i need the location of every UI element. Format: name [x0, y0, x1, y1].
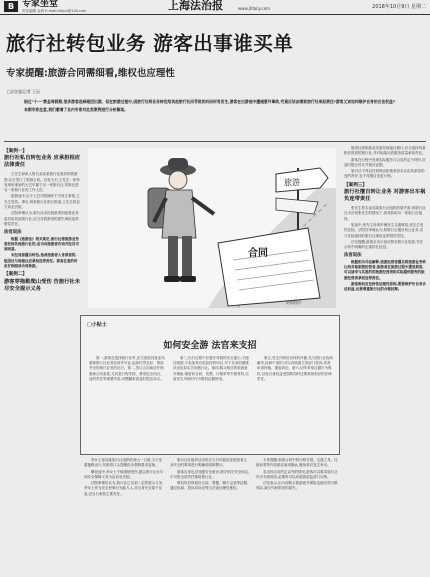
contract-document-icon — [218, 228, 320, 306]
signpost-label: 旅游 — [284, 178, 300, 187]
article-paragraph: 若出现合同约定以外的情况,游客可以要求旅行社作出书面说明,必要时可以向旅游质监部门反映。 — [256, 469, 338, 479]
article-paragraph: 法官表示,出行前购买旅游意外保险也能有效分散风险,减少纠纷带来的损失。 — [256, 481, 338, 491]
case-title: 旅行社擅自转让业务 对游客出车祸负连带责任 — [344, 189, 426, 203]
illustration-tourist-contract — [88, 148, 336, 308]
section-letter-badge: B — [4, 1, 18, 12]
comment-label: 法官说法 — [344, 253, 362, 259]
divider-line — [4, 141, 426, 142]
tourist-figure-icon — [148, 158, 214, 282]
byline: □法治报记者 王辰 — [7, 89, 41, 94]
right-column — [344, 146, 426, 574]
main-headline: 旅行社转包业务 游客出事谁买单 — [6, 32, 294, 55]
section-title: 专家坐堂 — [22, 0, 59, 9]
article-paragraph: 攀登途中,李女士不慎滑倒受伤,遂以旅行社未尽到安全保障义务为由诉至法院。 — [84, 469, 164, 479]
case-title: 游客穿拖鞋爬山受伤 告旅行社未尽安全提示义务 — [4, 278, 80, 292]
tips-title: 如何安全游 法官来支招 — [163, 341, 257, 351]
article-paragraph: 旅途中,张先生所乘车辆发生交通事故,张先生受伤住院。法院经审理认为,原旅行社擅自转让业务,应与实际接待的旅行社承担连带赔偿责任。 — [344, 222, 424, 238]
article-paragraph: 未经同意擅自转包,造成旅游者人身损害的,组团社与地接社应承担连带责任。游客在签约时应仔细阅读合同条款。 — [4, 253, 78, 269]
comment-label: 法官说法 — [4, 230, 22, 236]
article-paragraph: 根据《旅游法》相关规定,旅行社将旅游业务委托给其他旅行社的,应当向旅游者告知并经其书面同意。 — [4, 236, 79, 252]
intro-paragraph: 本期专家坐堂,我们邀请了业内专家对此类案例进行分析解读。 — [24, 106, 128, 112]
tips-column — [257, 356, 333, 450]
left-column — [4, 146, 80, 574]
newspaper-masthead: 上海法治报 — [168, 0, 223, 12]
article-paragraph: 法官提醒,游客在出行前应核实旅行社资质,并在合同中明确约定接待社信息。 — [344, 239, 424, 250]
article-paragraph: 组团社将旅游业务委托地接社履行,应当选择具备相应资质的旅行社,并对地接社的服务质量承担责任。 — [344, 146, 426, 156]
tips-tag: □小贴士 — [87, 322, 107, 328]
middle-column — [256, 458, 338, 574]
middle-column — [170, 458, 250, 574]
website-address: www.jfdaily.com — [238, 6, 271, 11]
article-paragraph: 李女士参加某旅行社组织的登山一日游,当天穿着拖鞋出行,导游曾口头提醒但未强制要求更换。 — [84, 458, 163, 468]
illustration-svg — [88, 148, 336, 308]
tips-paragraph: 第五,发生纠纷后应保持冷静,先与旅行社协商解决,协商不成的,可以向旅游主管部门投诉,或者申请仲裁、提起诉讼。第六,切勿采取过激行为维权,以免自身权益受损的同时还要承担相应的法律责任。 — [257, 356, 333, 381]
tips-paragraph: 第三,出行过程中应遵守导游的安全提示,不擅自脱团,不参加具有危险性的项目,对于自身的健康状况应如实告知旅行社。第四,购买相应的旅游意外保险,保留好合同、发票、行程单等书面材料,以备发生纠纷时作为维权证据使用。 — [173, 356, 249, 381]
article-paragraph: 旅行社不得以任何理由拒绝承担本应由其承担的违约责任,也不得擅自变更行程。 — [344, 169, 425, 179]
tips-box — [80, 315, 340, 455]
tips-paragraph: 第一,游客在选择旅行社时,应当查验其营业执照和旅行社业务经营许可证,选择信誉良好、资质齐全的旅行社签约出行。第二,签订合同前应仔细阅读合同条款,尤其是行程安排、费用包含项目、违约责任等重要内容,对模糊条款及时提出异议。 — [89, 356, 165, 381]
tips-column — [89, 356, 165, 450]
tips-column — [173, 356, 249, 450]
article-paragraph: 游客自身也应加强安全意识,遵守相关安全规定,不可将全部责任推给旅行社。 — [170, 469, 250, 479]
case-title: 旅行社私自转包业务 应承担相应法律责任 — [4, 155, 80, 169]
intro-paragraph: 刚过"十一"黄金周假期,很多游客选择跟团出游。但在旅游过程中,因旅行社将业务转包给其他旅行社而导致的纠纷时有发生,游客在出游途中遭遇意外事故,究竟应该由哪家旅行社承担责任?游客又该如何维护自身的合法权益? — [24, 99, 396, 104]
article-paragraph: 旅行社在组织活动时应当对可能危及旅游者人身安全的事项进行明确说明和警示。 — [170, 458, 247, 468]
article-paragraph: 游客在行程中发现实际服务与合同约定不符时,应及时提出异议并留存证据。 — [344, 157, 426, 167]
article-paragraph: 法院审理认为,旅行社未经旅游者同意将业务委托给其他旅行社,应当对旅游者的损失承担连带赔偿责任。 — [4, 211, 79, 226]
article-paragraph: 游客维权应坚持依法理性原则,既要维护好自身合法权益,也要尊重旅行社的合理抗辩。 — [344, 281, 426, 292]
intro-text — [16, 99, 414, 135]
case-label: 【案例一】 — [4, 149, 27, 154]
article-paragraph: 王先生和家人报名参加某旅行社组织的旅游团,双方签订了旅游合同。出发当天,王先生一家却发现所乘坐的大巴车属于另一家旅行社,导游也是另一家旅行社的工作人员。 — [4, 172, 80, 193]
article-paragraph: 法院审理后认为,旅行社已尽到一定的提示义务,李女士作为完全民事行为能力人,对自身安全疏于注意,应自行承担主要责任。 — [84, 481, 164, 496]
sub-headline: 专家提醒:旅游合同需细看,维权也应理性 — [6, 68, 175, 79]
middle-column — [84, 458, 164, 574]
article-paragraph: 维权时应保留好合同、票据、聊天记录等证据,通过协商、投诉或诉讼等合法途径理性维权。 — [170, 481, 249, 491]
article-paragraph: 专家提醒,旅游合同中的行程安排、交通工具、住宿标准等内容都应逐项确认,避免事后发生争议。 — [256, 458, 338, 468]
page-header — [0, 0, 430, 15]
case-label: 【案例三】 — [344, 182, 367, 188]
case-label: 【案例二】 — [4, 272, 27, 278]
issue-date: 2018年10月9日 星期二 — [372, 4, 426, 10]
article-paragraph: 根据相关司法解释,旅游经营者擅自将旅游业务转让给其他旅游经营者,旅游者在旅游过程中遭受损害,可以请求与其签约的旅游经营者和实际提供服务的旅游经营者承担连带责任。 — [344, 259, 426, 280]
contract-label: 合同 — [248, 248, 268, 259]
photo-credit: 资料图片 — [286, 300, 302, 305]
editor-info: 责任编辑 金晨 E-mail:fzbjcx@126.com — [22, 9, 87, 13]
article-paragraph: 旅游途中,由于大巴司机操作不当发生事故,王先生受伤。事后,两家旅行社相互推诿,王先生将双方诉至法院。 — [4, 194, 80, 210]
article-paragraph: 张先生报名参加某旅行社组织的境外游,该旅行社在未告知张先生的情况下,将其转给另一家旅行社接待。 — [344, 206, 426, 221]
